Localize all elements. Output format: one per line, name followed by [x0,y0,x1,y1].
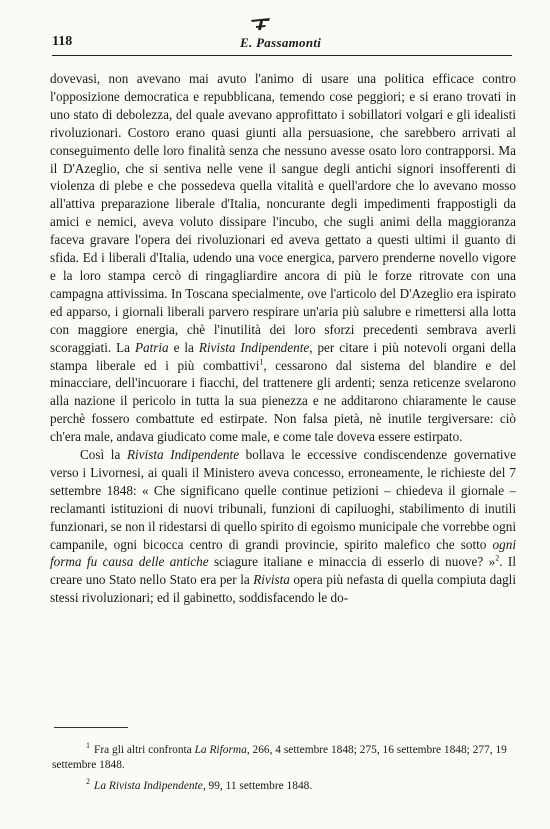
journal-title: Patria [134,339,169,355]
running-head-author: E. Passamonti [240,35,322,50]
journal-title: Rivista Indipendente [126,447,240,463]
text-run: Così la [80,447,127,463]
footnote-rule [54,727,128,728]
printer-ornament-icon [248,16,274,32]
main-text [50,70,516,607]
page-header [52,34,508,56]
header-rule [52,55,512,56]
text-run: opera più nefasta di quella compiuta dagli stessi rivoluzionari; ed il gabinetto, soddisfacendo le do- [50,572,516,606]
text-run: dovevasi, non avevano mai avuto l'animo di usare una politica efficace contro l'opposizione democratica e repubblicana, temendo cose peggiori; e si erano trovati in uno stato di debolezza, del quale avevano approfittato i sobillatori volgari e gli idealisti rivoluzionari. Costoro erano quasi giunti alla persuasione, che sarebbero arrivati al conseguimento delle loro finalità senza che nessuno avesse osato loro contrapporsi. Ma il D'Azeglio, che si sentiva nelle vene il sangue degli antichi signori insofferenti di violenza di plebe e che possedeva quella vitalità e quell'ardore che lo avevano mosso all'attiva preparazione liberale d'Italia, noncurante degli impedimenti frappostigli da amici e nemici, aveva voluto dissipare l'incubo, che sugli animi della maggioranza faceva gravare l'opera dei rivoluzionari ed aveva gettato a questi ultimi il guanto di sfida. Ed i liberali d'Italia, udendo una voce energica, parvero prenderne novello vigore e la loro stampa cercò di ringagliardire ancora di più le forze ritrovate con una campagna attivissima. In Toscana specialmente, ove l'articolo del D'Azeglio era ispirato ed apparso, i giornali liberali parvero respirare un'aria più salubre e rimettersi alla lotta con maggiore energia, chè l'inutilità dei loro sforzi precedenti sembrava averli scoraggiati. La [50,71,516,355]
text-run: , 266, 4 settembre 1848; 275, 16 settembre 1848; 277, 19 settembre 1848. [52,743,507,772]
text-run: sciagure italiane e minaccia di esserlo di nuove? » [208,554,496,570]
page-number: 118 [52,34,73,49]
text-run: , per citare i più notevoli organi della stampa liberale ed i più combattivi [50,339,517,373]
journal-title: Rivista Indipendente [198,339,310,355]
text-run: . Il creare uno Stato nello Stato era per la [50,554,516,588]
paragraph-1 [50,70,516,446]
footnotes [52,738,516,794]
paragraph-2 [50,446,516,607]
footnote-number: 2 [86,776,90,786]
emphasis: ogni forma fu causa delle antiche [50,536,516,570]
footnote-2 [52,774,516,794]
journal-title: La Riforma [194,743,247,756]
journal-title: Rivista [253,572,290,588]
footnote-ref: 1 [259,357,264,367]
footnote-number: 1 [86,741,90,750]
text-run: bollava le eccessive condiscendenze governative verso i Livornesi, ai quali il Ministero aveva concesso, erroneamente, le richieste del 7 settembre 1848: « Che significano quelle continue petizioni – chiedeva il giornale – reclamanti istituzioni di nuovi tribunali, funzioni di capiluoghi, stabilimento di inutili funzionari, se non il ridestarsi di quello spirito di egoismo municipale che vorrebbe ogni campanile, ogni bicocca centro di grandi provincie, spirito malefico che sotto [50,447,516,552]
text-run: e la [168,339,199,355]
text-run: Fra gli altri confronta [94,743,195,756]
text-run: , 99, 11 settembre 1848. [202,779,313,792]
footnote-1 [52,738,516,774]
footnote-ref: 2 [495,554,500,564]
journal-title: La Rivista Indipendente [94,779,203,792]
text-run: , cessarono dal sistema del blandire e del minacciare, dell'incuorare i fiacchi, del trattenere gli ardenti; senza reticenze svelarono alla nazione il pericolo in tutta la sua pienezza e ne additarono chiaramente le cause perchè fossero combattute ed estirpate. Non falsa pietà, nè inutile tergiversare: ciò ch'era male, andava giudicato come male, e come tale doveva essere estirpato. [50,357,516,445]
